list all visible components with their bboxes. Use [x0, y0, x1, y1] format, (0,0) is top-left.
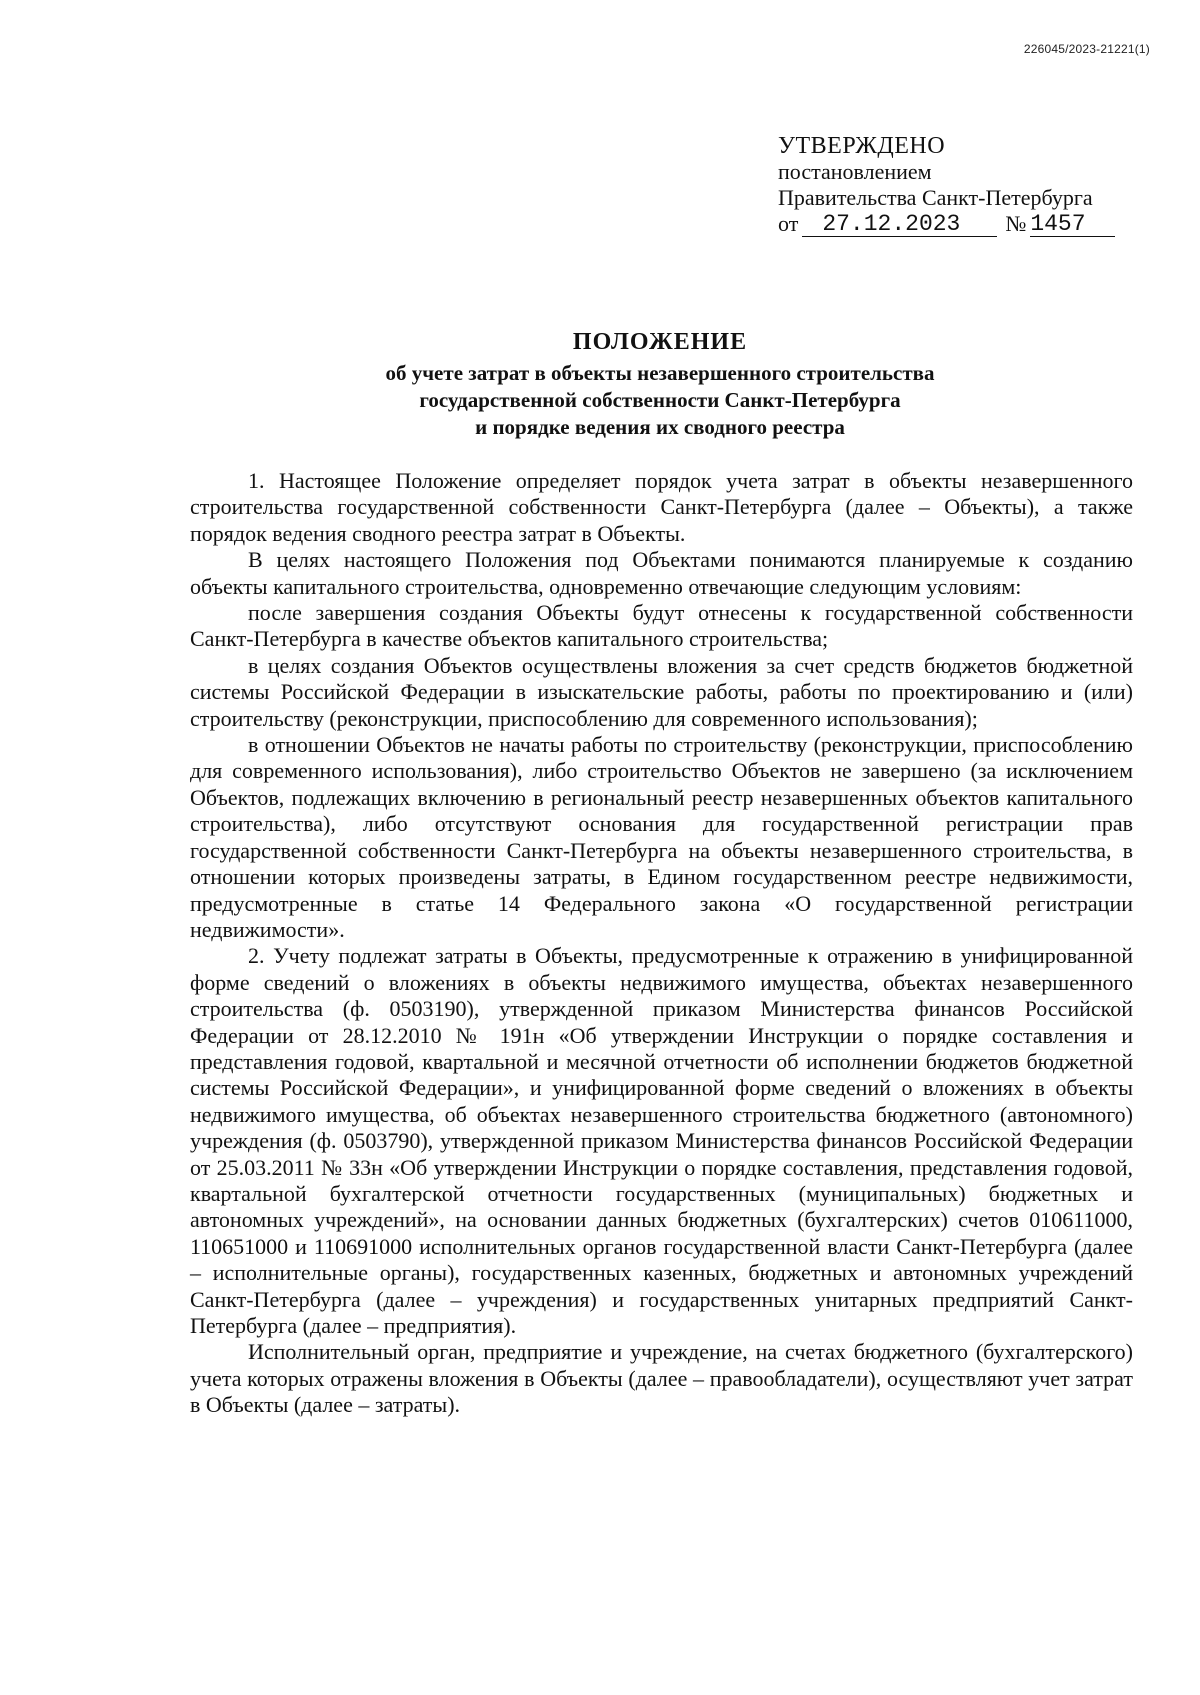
paragraph-7: Исполнительный орган, предприятие и учреждение, на счетах бюджетного (бухгалтерского) учета которых отражены вложения в Объекты (далее – правообладатели), осуществляют учет затрат в Объекты (далее – затраты). — [190, 1339, 1133, 1418]
approval-date: 27.12.2023 — [802, 212, 997, 237]
paragraph-3: после завершения создания Объекты будут отнесены к государственной собственности Санкт-Петербурга в качестве объектов капитального строительства; — [190, 600, 1133, 652]
paragraph-2: В целях настоящего Положения под Объектами понимаются планируемые к созданию объекты капитального строительства, одновременно отвечающие следующим условиям: — [190, 547, 1133, 599]
document-body — [190, 468, 1133, 1419]
title-line-3: и порядке ведения их сводного реестра — [475, 415, 845, 439]
approval-by-line-2: Правительства Санкт-Петербурга — [778, 185, 1093, 210]
document-title — [190, 328, 1130, 441]
approval-stamp — [778, 133, 1158, 237]
approval-by-line-1: постановлением — [778, 159, 932, 184]
document-registration-number: 226045/2023-21221(1) — [1023, 42, 1150, 56]
approval-date-line — [778, 211, 1158, 237]
title-main: ПОЛОЖЕНИЕ — [572, 329, 748, 355]
title-line-1: об учете затрат в объекты незавершенного строительства — [385, 361, 935, 385]
approval-heading: УТВЕРЖДЕНО — [778, 133, 946, 159]
paragraph-4: в целях создания Объектов осуществлены вложения за счет средств бюджетов бюджетной системы Российской Федерации в изыскательские работы, работы по проектированию и (или) строительству (реконструкции, приспособлению для современного использования); — [190, 652, 1133, 731]
paragraph-5: в отношении Объектов не начаты работы по строительству (реконструкции, приспособлению для современного использования), либо строительство Объектов не завершено (за исключением Объектов, подлежащих включению в региональный реестр незавершенных объектов капитального строительства), либо отсутствуют основания для государственной регистрации прав государственной собственности Санкт-Петербурга на объекты незавершенного строительства, в отношении которых произведены затраты, в Едином государственном реестре недвижимости, предусмотренные в статье 14 Федерального закона «О государственной регистрации недвижимости». — [190, 732, 1133, 942]
number-prefix: № — [1005, 211, 1027, 236]
paragraph-1: 1. Настоящее Положение определяет порядок учета затрат в объекты незавершенного строительства государственной собственности Санкт-Петербурга (далее – Объекты), а также порядок ведения сводного реестра затрат в Объекты. — [190, 468, 1133, 546]
date-prefix: от — [778, 211, 799, 236]
paragraph-6: 2. Учету подлежат затраты в Объекты, предусмотренные к отражению в унифицированной форме сведений о вложениях в объекты недвижимого имущества, объектах незавершенного строительства (ф. 0503190), утвержденной приказом Министерства финансов Российской Федерации от 28.12.2010 № 191н «Об утверждении Инструкции о порядке составления и представления годовой, квартальной и месячной отчетности об исполнении бюджетов бюджетной системы Российской Федерации», и унифицированной форме сведений о вложениях в объекты недвижимого имущества, об объектах незавершенного строительства бюджетного (автономного) учреждения (ф. 0503790), утвержденной приказом Министерства финансов Российской Федерации от 25.03.2011 № 33н «Об утверждении Инструкции о порядке составления, представления годовой, квартальной бухгалтерской отчетности государственных (муниципальных) бюджетных и автономных учреждений», на основании данных бюджетных (бухгалтерских) счетов 010611000, 110651000 и 110691000 исполнительных органов государственной власти Санкт-Петербурга (далее – исполнительные органы), государственных казенных, бюджетных и автономных учреждений Санкт-Петербурга (далее – учреждения) и государственных унитарных предприятий Санкт-Петербурга (далее – предприятия). — [190, 943, 1133, 1338]
approval-number: 1457 — [1030, 212, 1115, 237]
title-line-2: государственной собственности Санкт-Петербурга — [419, 388, 901, 412]
